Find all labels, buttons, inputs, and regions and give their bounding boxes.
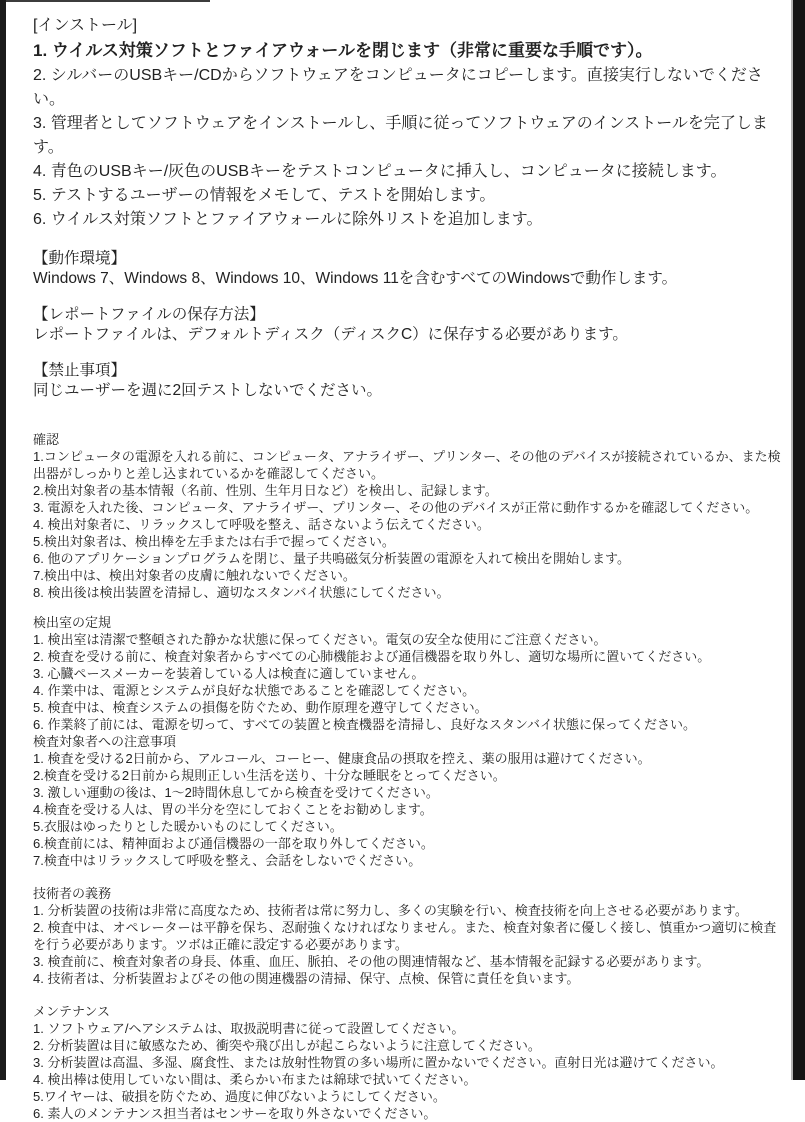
detection-room-rules-line-7: 6. 作業終了前には、電源を切って、すべての装置と検査機器を清掃し、良好なスタンバイ状態に保ってください。 — [33, 717, 697, 732]
detection-room-rules-line-10: 2.検査を受ける2日前から規則正しい生活を送り、十分な睡眠をとってください。 — [33, 768, 506, 783]
confirmation-line-1: 確認 — [33, 432, 60, 447]
install-line-3: 2. シルバーのUSBキー/CDからソフトウェアをコンピュータにコピーします。直接実行しないでください。 — [33, 67, 763, 108]
detection-room-rules-line-11: 3. 激しい運動の後は、1〜2時間休息してから検査を受けてください。 — [33, 785, 439, 800]
section-install — [33, 6, 781, 232]
maintenance-line-4: 3. 分析装置は高温、多湿、腐食性、または放射性物質の多い場所に置かないでください。直射日光は避けてください。 — [33, 1055, 724, 1070]
confirmation-line-2: 1.コンピュータの電源を入れる前に、コンピュータ、アナライザー、プリンター、その他のデバイスが接続されているか、また検出器がしっかりと差し込まれているかを確認してください。 — [33, 449, 781, 481]
detection-room-rules-line-12: 4.検査を受ける人は、胃の半分を空にしておくことをお勧めします。 — [33, 802, 433, 817]
photo-edge-left — [0, 0, 6, 1080]
section-confirmation — [33, 431, 781, 601]
detection-room-rules-line-2: 1. 検出室は清潔で整頓された静かな状態に保ってください。電気の安全な使用にご注意ください。 — [33, 632, 607, 647]
document-content — [33, 6, 781, 1122]
report-file-save-line-2: レポートファイルは、デフォルトディスク（ディスクC）に保存する必要があります。 — [33, 326, 628, 343]
install-line-7: 6. ウイルス対策ソフトとファイアウォールに除外リストを追加します。 — [33, 211, 543, 228]
detection-room-rules-line-4: 3. 心臓ペースメーカーを装着している人は検査に適していません。 — [33, 666, 425, 681]
detection-room-rules-line-5: 4. 作業中は、電源とシステムが良好な状態であることを確認してください。 — [33, 683, 476, 698]
confirmation-line-4: 3. 電源を入れた後、コンピュータ、アナライザー、プリンター、その他のデバイスが正常に動作するかを確認してください。 — [33, 500, 759, 515]
photo-edge-right — [791, 0, 805, 1080]
maintenance-line-2: 1. ソフトウェア/ヘアシステムは、取扱説明書に従って設置してください。 — [33, 1021, 465, 1036]
install-line-1: [インストール] — [33, 17, 138, 34]
section-maintenance — [33, 1003, 781, 1122]
section-prohibitions — [33, 361, 781, 401]
report-file-save-line-1: 【レポートファイルの保存方法】 — [33, 306, 265, 323]
section-technician-duties — [33, 885, 781, 987]
install-line-4: 3. 管理者としてソフトウェアをインストールし、手順に従ってソフトウェアのインストールを完了します。 — [33, 115, 768, 156]
prohibitions-line-1: 【禁止事項】 — [33, 362, 127, 379]
maintenance-line-3: 2. 分析装置は目に敏感なため、衝突や飛び出しが起こらないように注意してください。 — [33, 1038, 541, 1053]
maintenance-line-1: メンテナンス — [33, 1004, 110, 1019]
confirmation-line-7: 6. 他のアプリケーションプログラムを閉じ、量子共鳴磁気分析装置の電源を入れて検出を開始します。 — [33, 551, 630, 566]
install-line-6: 5. テストするユーザーの情報をメモして、テストを開始します。 — [33, 187, 496, 204]
detection-room-rules-line-8: 検査対象者への注意事項 — [33, 734, 177, 749]
technician-duties-line-4: 3. 検査前に、検査対象者の身長、体重、血圧、脈拍、その他の関連情報など、基本情報を記録する必要があります。 — [33, 954, 710, 969]
operating-environment-line-1: 【動作環境】 — [33, 250, 127, 267]
detection-room-rules-line-14: 6.検査前には、精神面および通信機器の一部を取り外してください。 — [33, 836, 434, 851]
detection-room-rules-line-6: 5. 検査中は、検査システムの損傷を防ぐため、動作原理を遵守してください。 — [33, 700, 488, 715]
operating-environment-line-2: Windows 7、Windows 8、Windows 10、Windows 11を含むすべてのWindowsで動作します。 — [33, 270, 678, 287]
photo-edge-top — [0, 0, 210, 2]
confirmation-line-5: 4. 検出対象者に、リラックスして呼吸を整え、話さないよう伝えてください。 — [33, 517, 490, 532]
confirmation-line-9: 8. 検出後は検出装置を清掃し、適切なスタンバイ状態にしてください。 — [33, 585, 450, 600]
technician-duties-line-2: 1. 分析装置の技術は非常に高度なため、技術者は常に努力し、多くの実験を行い、検査技術を向上させる必要があります。 — [33, 903, 748, 918]
section-report-file-save — [33, 305, 781, 345]
detection-room-rules-line-9: 1. 検査を受ける2日前から、アルコール、コーヒー、健康食品の摂取を控え、薬の服用は避けてください。 — [33, 751, 651, 766]
confirmation-line-8: 7.検出中は、検出対象者の皮膚に触れないでください。 — [33, 568, 356, 583]
detection-room-rules-line-3: 2. 検査を受ける前に、検査対象者からすべての心肺機能および通信機器を取り外し、適切な場所に置いてください。 — [33, 649, 711, 664]
section-operating-environment — [33, 249, 781, 289]
confirmation-line-3: 2.検出対象者の基本情報（名前、性別、生年月日など）を検出し、記録します。 — [33, 483, 498, 498]
maintenance-line-7: 6. 素人のメンテナンス担当者はセンサーを取り外さないでください。 — [33, 1106, 437, 1121]
technician-duties-line-5: 4. 技術者は、分析装置およびその他の関連機器の清掃、保守、点検、保管に責任を負います。 — [33, 971, 580, 986]
maintenance-line-6: 5.ワイヤーは、破損を防ぐため、過度に伸びないようにしてください。 — [33, 1089, 446, 1104]
detection-room-rules-line-13: 5.衣服はゆったりとした暖かいものにしてください。 — [33, 819, 343, 834]
maintenance-line-5: 4. 検出棒は使用していない間は、柔らかい布または綿球で拭いてください。 — [33, 1072, 477, 1087]
prohibitions-line-2: 同じユーザーを週に2回テストしないでください。 — [33, 382, 383, 399]
confirmation-line-6: 5.検出対象者は、検出棒を左手または右手で握ってください。 — [33, 534, 395, 549]
section-detection-room-rules — [33, 614, 781, 869]
technician-duties-line-3: 2. 検査中は、オペレーターは平静を保ち、忍耐強くなければなりません。また、検査対象者に優しく接し、慎重かつ適切に検査を行う必要があります。ツボは正確に設定する必要があります。 — [33, 920, 777, 952]
install-line-5: 4. 青色のUSBキー/灰色のUSBキーをテストコンピュータに挿入し、コンピュータに接続します。 — [33, 163, 727, 180]
technician-duties-line-1: 技術者の義務 — [33, 886, 112, 901]
detection-room-rules-line-15: 7.検査中はリラックスして呼吸を整え、会話をしないでください。 — [33, 853, 422, 868]
install-line-2: 1. ウイルス対策ソフトとファイアウォールを閉じます（非常に重要な手順です）。 — [33, 41, 653, 60]
detection-room-rules-line-1: 検出室の定規 — [33, 615, 112, 630]
